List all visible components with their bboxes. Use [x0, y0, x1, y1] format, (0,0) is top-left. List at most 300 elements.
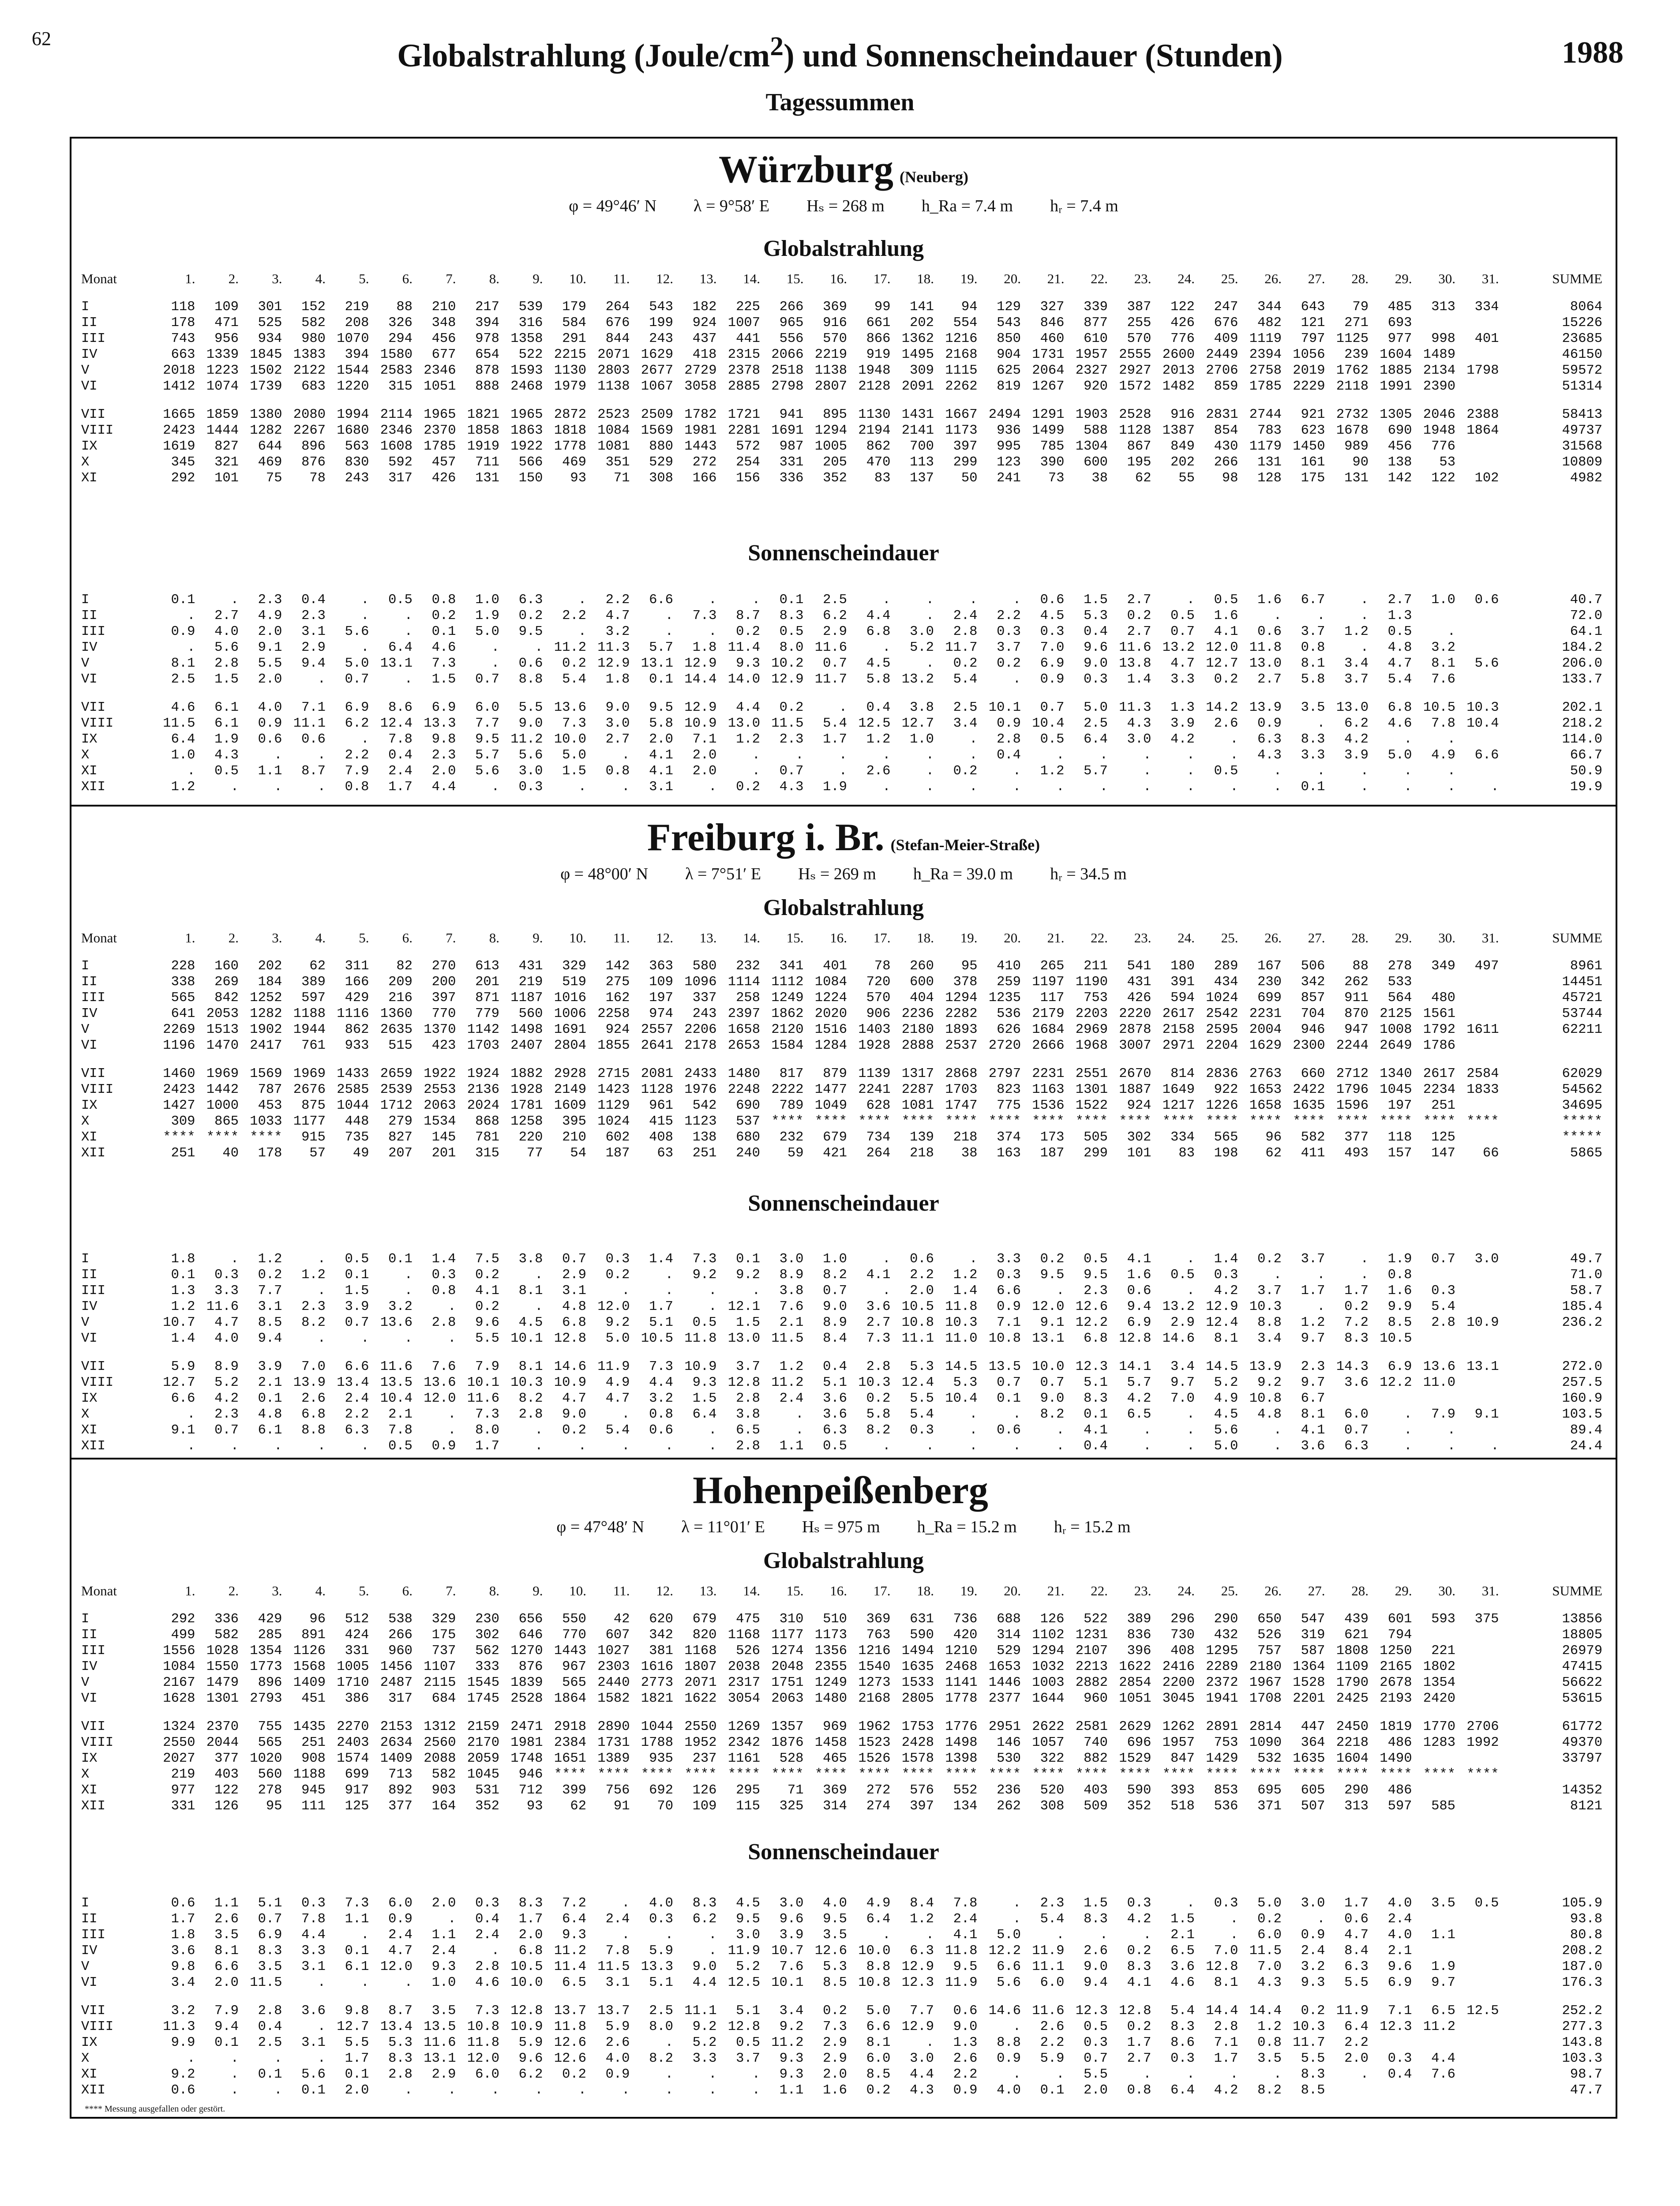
- day-cell: .: [1186, 1439, 1195, 1454]
- day-cell: .: [1186, 1252, 1195, 1267]
- day-cell: 2370: [424, 423, 456, 438]
- month-cell: VIII: [81, 1082, 114, 1097]
- day-cell: 6.0: [1257, 1928, 1282, 1943]
- day-cell: 14.3: [1336, 1359, 1369, 1374]
- table-row: [81, 454, 1606, 470]
- day-cell: 2449: [1206, 347, 1238, 362]
- day-cell: ****: [1466, 1114, 1499, 1129]
- day-cell: 83: [874, 471, 891, 486]
- day-cell: 1616: [641, 1659, 673, 1674]
- day-cell: 54: [570, 1146, 586, 1161]
- day-cell: 2128: [858, 379, 891, 394]
- day-cell: 1.9: [823, 780, 847, 795]
- day-cell: 1.0: [475, 593, 499, 608]
- day-cell: 1580: [380, 347, 412, 362]
- day-cell: 1.1: [779, 2083, 804, 2098]
- day-cell: .: [361, 640, 369, 655]
- day-cell: 113: [910, 455, 934, 470]
- sonnenschein-table: [81, 1883, 1606, 2098]
- day-cell: 1528: [1293, 1675, 1325, 1690]
- day-cell: 1267: [1032, 379, 1065, 394]
- day-cell: 4.6: [475, 1975, 499, 1990]
- day-cell: 597: [301, 990, 326, 1005]
- table-row: [81, 1359, 1606, 1375]
- day-cell: ****: [554, 1767, 586, 1782]
- day-cell: .: [882, 1439, 891, 1454]
- day-cell: 2659: [380, 1066, 412, 1081]
- day-cell: 916: [1170, 407, 1195, 422]
- day-cell: 1027: [597, 1643, 630, 1658]
- day-cell: .: [404, 608, 412, 623]
- day-cell: 565: [258, 1735, 282, 1750]
- day-cell: 1051: [424, 379, 456, 394]
- day-cell: 308: [649, 471, 673, 486]
- table-row: [81, 1038, 1606, 1054]
- day-cell: 9.4: [214, 2019, 239, 2034]
- day-cell: 1081: [597, 439, 630, 454]
- day-cell: .: [709, 593, 717, 608]
- day-cell: 9.7: [1431, 1975, 1455, 1990]
- day-cell: 13.7: [597, 2003, 630, 2018]
- day-cell: 4.6: [1388, 716, 1412, 731]
- month-cell: XI: [81, 1130, 98, 1145]
- day-cell: 1751: [771, 1675, 804, 1690]
- day-cell: 241: [997, 471, 1021, 486]
- day-cell: 4.5: [866, 656, 891, 671]
- day-cell: 1130: [858, 407, 891, 422]
- day-cell: 40: [222, 1146, 239, 1161]
- day-cell: 711: [475, 455, 499, 470]
- day-cell: 0.2: [475, 1299, 499, 1314]
- day-cell: 1057: [1032, 1735, 1065, 1750]
- day-cell: 850: [997, 331, 1021, 346]
- day-cell: 0.5: [823, 1439, 847, 1454]
- day-cell: 4.4: [649, 1375, 673, 1390]
- day-cell: 1.0: [910, 732, 934, 747]
- day-cell: 2539: [380, 1082, 412, 1097]
- day-cell: 311: [345, 959, 369, 974]
- day-cell: .: [317, 780, 326, 795]
- day-cell: 2555: [1119, 347, 1151, 362]
- table-row: [81, 1006, 1606, 1022]
- day-cell: 1.1: [1431, 1928, 1455, 1943]
- day-cell: 2528: [510, 1691, 543, 1706]
- month-cell: I: [81, 1612, 90, 1627]
- day-cell: 141: [910, 300, 934, 315]
- day-cell: 278: [258, 1783, 282, 1798]
- day-cell: 6.3: [1344, 1439, 1369, 1454]
- day-cell: .: [1273, 1439, 1282, 1454]
- day-cell: 71: [787, 1783, 804, 1798]
- day-cell: 1649: [1162, 1082, 1195, 1097]
- day-cell: 1.1: [345, 1912, 369, 1927]
- day-cell: 5.5: [910, 1391, 934, 1406]
- day-cell: 8.8: [1257, 1315, 1282, 1330]
- day-cell: 935: [649, 1751, 673, 1766]
- sum-cell: 13856: [1562, 1612, 1602, 1627]
- day-cell: 532: [1257, 1751, 1282, 1766]
- day-cell: 2234: [1423, 1082, 1455, 1097]
- day-cell: 11.4: [554, 1959, 586, 1974]
- day-cell: 1130: [554, 363, 586, 378]
- day-cell: 878: [475, 363, 499, 378]
- day-cell: 469: [562, 455, 586, 470]
- day-cell: 460: [1040, 331, 1065, 346]
- day-cell: 827: [388, 1130, 412, 1145]
- day-cell: 8.: [489, 271, 499, 286]
- day-cell: 0.8: [1388, 1268, 1412, 1283]
- day-cell: 2.7: [1127, 624, 1151, 639]
- day-cell: 1067: [641, 379, 673, 394]
- day-cell: 10.5: [641, 1331, 673, 1346]
- day-cell: 1882: [510, 1066, 543, 1081]
- day-cell: .: [274, 2083, 282, 2098]
- day-cell: 9.0: [605, 700, 630, 715]
- day-cell: 426: [1127, 990, 1151, 1005]
- day-cell: 572: [736, 439, 760, 454]
- day-cell: 3.1: [301, 1959, 326, 1974]
- day-cell: 290: [1344, 1783, 1369, 1798]
- day-cell: 1168: [728, 1628, 760, 1643]
- day-cell: .: [1404, 732, 1412, 747]
- day-cell: 377: [388, 1799, 412, 1814]
- day-cell: 3.9: [779, 1928, 804, 1943]
- day-cell: 325: [779, 1799, 804, 1814]
- day-cell: 0.1: [345, 1268, 369, 1283]
- day-cell: 536: [1214, 1799, 1238, 1814]
- month-cell: XII: [81, 780, 105, 795]
- day-cell: 753: [1214, 1735, 1238, 1750]
- day-cell: 1807: [684, 1659, 717, 1674]
- day-cell: 593: [1431, 1612, 1455, 1627]
- day-cell: 408: [649, 1130, 673, 1145]
- day-cell: 1948: [1423, 423, 1455, 438]
- day-cell: 0.5: [388, 593, 412, 608]
- day-cell: 12.0: [1206, 640, 1238, 655]
- day-cell: 2518: [771, 363, 804, 378]
- day-cell: 0.2: [562, 656, 586, 671]
- day-cell: 11.: [613, 930, 630, 945]
- day-cell: 3.0: [910, 2051, 934, 2066]
- day-cell: 13.6: [1423, 1359, 1455, 1374]
- day-cell: 936: [997, 423, 1021, 438]
- day-cell: 71: [613, 471, 630, 486]
- day-cell: 570: [866, 990, 891, 1005]
- day-cell: 1770: [1423, 1719, 1455, 1734]
- day-cell: 1.2: [1040, 764, 1065, 779]
- day-cell: 101: [214, 471, 239, 486]
- day-cell: 602: [605, 1130, 630, 1145]
- day-cell: 111: [301, 1799, 326, 1814]
- day-cell: 3.3: [1301, 748, 1325, 763]
- day-cell: .: [274, 1439, 282, 1454]
- sum-cell: 23685: [1562, 331, 1602, 346]
- day-cell: 7.3: [866, 1331, 891, 1346]
- day-cell: .: [1012, 2067, 1021, 2082]
- day-cell: 6.4: [1084, 732, 1108, 747]
- day-cell: 1102: [1032, 1628, 1065, 1643]
- day-cell: 2063: [771, 1691, 804, 1706]
- month-cell: II: [81, 1268, 98, 1283]
- month-cell: XII: [81, 1799, 105, 1814]
- day-cell: 8.3: [1127, 1959, 1151, 1974]
- day-cell: 1.8: [171, 1928, 195, 1943]
- day-cell: 11.3: [163, 2019, 195, 2034]
- month-cell: IX: [81, 1098, 98, 1113]
- day-cell: 6.: [402, 1583, 412, 1598]
- day-cell: 2013: [1162, 363, 1195, 378]
- day-cell: 1513: [206, 1022, 239, 1037]
- day-cell: 1622: [1119, 1659, 1151, 1674]
- day-cell: 3.4: [1257, 1331, 1282, 1346]
- day-cell: 13.1: [1466, 1359, 1499, 1374]
- day-cell: 7.3: [823, 2019, 847, 2034]
- day-cell: 11.5: [250, 1975, 282, 1990]
- day-cell: 522: [518, 347, 543, 362]
- day-cell: 590: [1127, 1783, 1151, 1798]
- day-cell: 4.5: [1214, 1407, 1238, 1422]
- day-cell: 12.: [656, 1583, 673, 1598]
- day-cell: 375: [1474, 1612, 1499, 1627]
- day-cell: 1028: [206, 1643, 239, 1658]
- day-cell: 1957: [1162, 1735, 1195, 1750]
- day-cell: 2115: [424, 1675, 456, 1690]
- day-cell: 1429: [1206, 1751, 1238, 1766]
- day-cell: 684: [431, 1691, 456, 1706]
- day-cell: .: [317, 2051, 326, 2066]
- day-cell: 0.2: [1257, 1252, 1282, 1267]
- day-cell: 2.2: [1344, 2035, 1369, 2050]
- day-cell: 4.1: [866, 1268, 891, 1283]
- day-cell: 2557: [641, 1022, 673, 1037]
- month-cell: V: [81, 1022, 90, 1037]
- day-cell: 62: [1135, 471, 1151, 486]
- day-cell: 3.0: [910, 624, 934, 639]
- day-cell: 2969: [1075, 1022, 1108, 1037]
- day-cell: 236: [997, 1783, 1021, 1798]
- day-cell: 14.4: [1249, 2003, 1282, 2018]
- day-cell: ****: [814, 1767, 847, 1782]
- day-cell: .: [969, 1439, 978, 1454]
- day-cell: 1197: [1032, 975, 1065, 990]
- day-cell: 3.0: [605, 716, 630, 731]
- day-cell: 2141: [901, 423, 934, 438]
- sum-cell: 49.7: [1570, 1252, 1602, 1267]
- day-cell: 8.2: [301, 1315, 326, 1330]
- day-cell: 3.1: [301, 624, 326, 639]
- day-cell: 853: [1214, 1783, 1238, 1798]
- day-cell: 197: [649, 990, 673, 1005]
- day-cell: ****: [814, 1114, 847, 1129]
- day-cell: 6.5: [1170, 1943, 1195, 1958]
- day-cell: 891: [301, 1628, 326, 1643]
- day-cell: 989: [1344, 439, 1369, 454]
- day-cell: ****: [945, 1114, 978, 1129]
- table-row: [81, 592, 1606, 608]
- day-cell: 5.6: [1214, 1423, 1238, 1438]
- month-cell: I: [81, 1896, 90, 1911]
- day-cell: 6.3: [910, 1943, 934, 1958]
- day-cell: 93: [570, 471, 586, 486]
- day-cell: 1249: [814, 1675, 847, 1690]
- day-cell: 0.7: [823, 1283, 847, 1298]
- day-cell: 0.4: [388, 748, 412, 763]
- day-cell: 3.3: [692, 2051, 717, 2066]
- day-cell: 0.1: [171, 1268, 195, 1283]
- day-cell: 0.5: [692, 1315, 717, 1330]
- day-cell: 1210: [945, 1643, 978, 1658]
- day-cell: 5.4: [1388, 672, 1412, 687]
- day-cell: 5.3: [1084, 608, 1108, 623]
- day-cell: 9.4: [1084, 1975, 1108, 1990]
- day-cell: 0.1: [779, 593, 804, 608]
- day-cell: 663: [171, 347, 195, 362]
- day-cell: 2219: [814, 347, 847, 362]
- day-cell: 1.5: [562, 764, 586, 779]
- day-cell: 2471: [510, 1719, 543, 1734]
- day-cell: 10.3: [1466, 700, 1499, 715]
- day-cell: 18.: [917, 930, 934, 945]
- day-cell: 3.: [272, 930, 282, 945]
- day-cell: .: [665, 624, 673, 639]
- day-cell: 2.6: [1214, 716, 1238, 731]
- day-cell: 163: [997, 1146, 1021, 1161]
- day-cell: 1629: [1249, 1038, 1282, 1053]
- day-cell: 2.4: [431, 1943, 456, 1958]
- day-cell: 451: [301, 1691, 326, 1706]
- day-cell: 8.0: [779, 640, 804, 655]
- day-cell: 1044: [641, 1719, 673, 1734]
- sum-cell: 62211: [1562, 1022, 1602, 1037]
- day-cell: 19.: [960, 930, 978, 945]
- sum-cell: 62029: [1562, 1066, 1602, 1081]
- day-cell: .: [361, 608, 369, 623]
- day-cell: 334: [1474, 300, 1499, 315]
- day-cell: 761: [301, 1038, 326, 1053]
- day-cell: 4.7: [388, 1943, 412, 1958]
- day-cell: 871: [475, 990, 499, 1005]
- day-cell: 199: [649, 315, 673, 330]
- day-cell: 1081: [901, 1098, 934, 1113]
- day-cell: 262: [1344, 975, 1369, 990]
- day-cell: 1480: [728, 1066, 760, 1081]
- day-cell: 1450: [1293, 439, 1325, 454]
- day-cell: 8.5: [866, 2067, 891, 2082]
- day-cell: 6.3: [1344, 1959, 1369, 1974]
- day-cell: 0.3: [910, 1423, 934, 1438]
- day-cell: .: [665, 2083, 673, 2098]
- day-cell: 1177: [293, 1114, 326, 1129]
- sum-cell: 64.1: [1570, 624, 1602, 639]
- day-cell: .: [969, 1252, 978, 1267]
- day-cell: 2125: [1380, 1006, 1412, 1021]
- day-cell: 2179: [1032, 1006, 1065, 1021]
- sum-cell: 5865: [1570, 1146, 1602, 1161]
- day-cell: 2.2: [910, 1268, 934, 1283]
- day-cell: 1383: [293, 347, 326, 362]
- table-row: [81, 640, 1606, 656]
- day-cell: 5.4: [605, 1423, 630, 1438]
- day-cell: 13.1: [1032, 1331, 1065, 1346]
- day-cell: 211: [1084, 959, 1108, 974]
- day-cell: 956: [214, 331, 239, 346]
- day-cell: 1.7: [1301, 1283, 1325, 1298]
- month-cell: II: [81, 608, 98, 623]
- day-cell: 6.4: [1344, 2019, 1369, 2034]
- day-cell: 1070: [337, 331, 369, 346]
- day-cell: 13.9: [1249, 1359, 1282, 1374]
- month-cell: VII: [81, 1359, 105, 1374]
- sum-cell: 51314: [1562, 379, 1602, 394]
- table-row: [81, 1943, 1606, 1959]
- day-cell: 2206: [684, 1022, 717, 1037]
- day-cell: 10.9: [1466, 1315, 1499, 1330]
- day-cell: 118: [171, 300, 195, 315]
- day-cell: 122: [1431, 471, 1455, 486]
- day-cell: 600: [1084, 455, 1108, 470]
- day-cell: 757: [1257, 1643, 1282, 1658]
- day-cell: 10.0: [510, 1975, 543, 1990]
- day-cell: 9.2: [605, 1315, 630, 1330]
- day-cell: 121: [1301, 315, 1325, 330]
- day-cell: 12.8: [1119, 2003, 1151, 2018]
- sum-cell: SUMME: [1552, 1583, 1602, 1598]
- day-cell: .: [1273, 780, 1282, 795]
- day-cell: .: [535, 1423, 543, 1438]
- day-cell: 251: [301, 1735, 326, 1750]
- day-cell: 0.3: [1040, 624, 1065, 639]
- day-cell: 2.8: [736, 1391, 760, 1406]
- day-cell: 10.7: [163, 1315, 195, 1330]
- day-cell: 2394: [1249, 347, 1282, 362]
- table-row: [81, 990, 1606, 1006]
- day-cell: 1142: [467, 1022, 499, 1037]
- day-cell: 2.9: [301, 640, 326, 655]
- day-cell: 2064: [1032, 363, 1065, 378]
- day-cell: 3.6: [1301, 1439, 1325, 1454]
- day-cell: 201: [475, 975, 499, 990]
- month-cell: I: [81, 959, 90, 974]
- day-cell: 2317: [728, 1675, 760, 1690]
- day-cell: 5.8: [866, 1407, 891, 1422]
- day-cell: 336: [779, 471, 804, 486]
- day-cell: 19.: [960, 271, 978, 286]
- day-cell: 1859: [206, 407, 239, 422]
- day-cell: 2416: [1162, 1659, 1195, 1674]
- day-cell: 590: [910, 1628, 934, 1643]
- day-cell: 531: [475, 1783, 499, 1798]
- day-cell: 785: [1040, 439, 1065, 454]
- day-cell: 115: [736, 1799, 760, 1814]
- day-cell: 1274: [771, 1643, 804, 1658]
- day-cell: 0.6: [1040, 593, 1065, 608]
- day-cell: ****: [1032, 1114, 1065, 1129]
- day-cell: 1358: [510, 331, 543, 346]
- day-cell: 2732: [1336, 407, 1369, 422]
- day-cell: 2.0: [823, 2067, 847, 2082]
- day-cell: .: [230, 780, 239, 795]
- day-cell: 2450: [1336, 1719, 1369, 1734]
- day-cell: 122: [214, 1783, 239, 1798]
- day-cell: 1864: [554, 1691, 586, 1706]
- sum-cell: 49370: [1562, 1735, 1602, 1750]
- day-cell: 1284: [814, 1038, 847, 1053]
- day-cell: 12.8: [728, 1375, 760, 1390]
- day-cell: 14.5: [945, 1359, 978, 1374]
- day-cell: .: [187, 764, 195, 779]
- day-cell: 1470: [206, 1038, 239, 1053]
- day-cell: 3.8: [518, 1252, 543, 1267]
